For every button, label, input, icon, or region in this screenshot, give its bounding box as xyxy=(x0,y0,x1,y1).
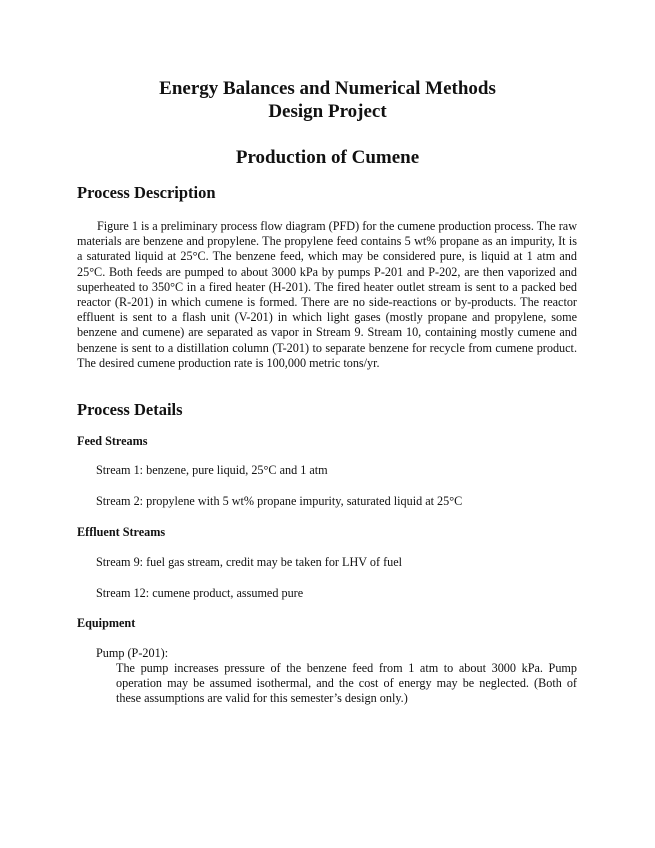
pump-label: Pump (P-201): xyxy=(96,646,169,660)
pump-description: The pump increases pressure of the benzene feed from 1 atm to about 3000 kPa. Pump operation may be assumed isothermal, and the cost of energy may be neglected. (Both of these assumptions are valid for this semester’s design only.) xyxy=(116,661,577,706)
stream-9-text: Stream 9: fuel gas stream, credit may be taken for LHV of fuel xyxy=(96,555,403,569)
process-description-heading: Process Description xyxy=(77,183,216,202)
document-subtitle: Production of Cumene xyxy=(235,147,420,168)
stream-2-text: Stream 2: propylene with 5 wt% propane impurity, saturated liquid at 25°C xyxy=(96,494,463,508)
feed-streams-heading: Feed Streams xyxy=(77,434,148,448)
process-description-paragraph: Figure 1 is a preliminary process flow diagram (PFD) for the cumene production process. The raw materials are benzene and propylene. The propylene feed contains 5 wt% propane as an impurity, It is a saturated liquid at 25°C. The benzene feed, which may be considered pure, is liquid at 1 atm and 25°C. Both feeds are pumped to about 3000 kPa by pumps P-201 and P-202, are then vaporized and superheated to 350°C in a fired heater (H-201). The fired heater outlet stream is sent to a packed bed reactor (R-201) in which cumene is formed. There are no side-reactions or by-products. The reactor effluent is sent to a flash unit (V-201) in which light gases (mostly propane and propylene, some benzene and cumene) are separated as vapor in Stream 9. Stream 10, containing mostly cumene and benzene is sent to a distillation column (T-201) to separate benzene for recycle from cumene product. The desired cumene production rate is 100,000 metric tons/yr. xyxy=(77,219,577,370)
document-title-line2: Design Project xyxy=(268,101,387,122)
equipment-heading: Equipment xyxy=(77,616,136,630)
document-title: Energy Balances and Numerical Methods xyxy=(159,78,496,99)
process-details-heading: Process Details xyxy=(77,400,183,419)
stream-12-text: Stream 12: cumene product, assumed pure xyxy=(96,586,304,600)
effluent-streams-heading: Effluent Streams xyxy=(77,525,166,539)
stream-1-text: Stream 1: benzene, pure liquid, 25°C and 1 atm xyxy=(96,463,328,477)
